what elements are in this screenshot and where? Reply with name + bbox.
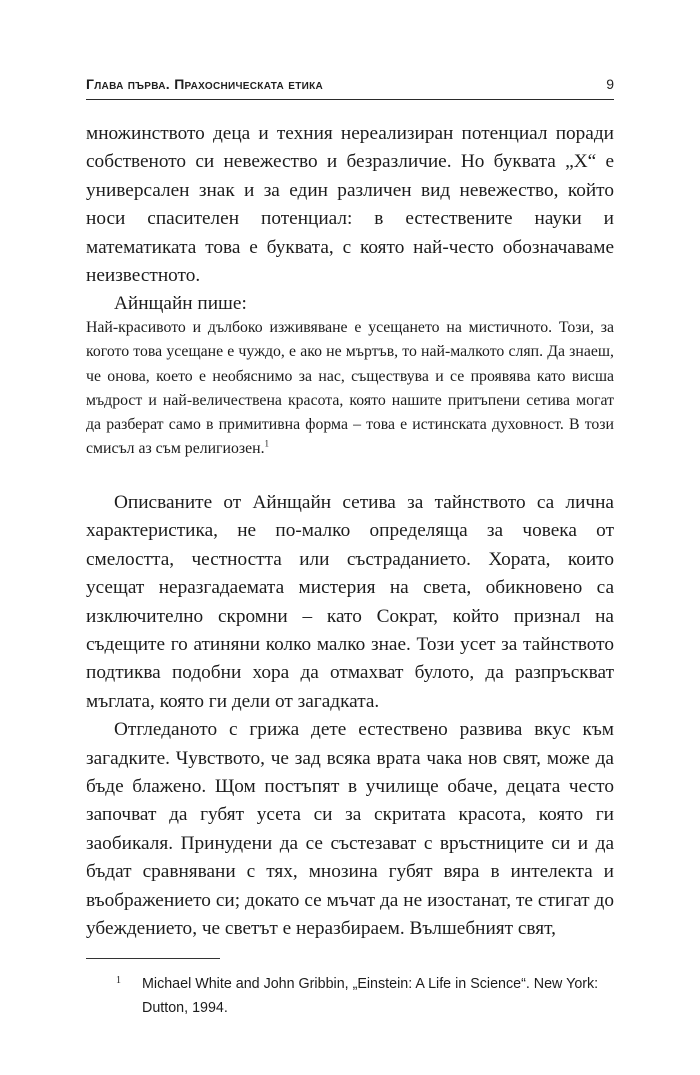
quote-text: Най-красивото и дълбоко изживяване е усещането на мистичното. Този, за когото това усещане е чуждо, е ако не мъртъв, то най-малкото сляп. Да знаеш, че онова, което е необяснимо за нас, съществува и се проявява като висша мъдрост и най-величествена красота, която нашите притъпени сетива могат да разберат само в примитивна форма – това е истинската духовност. В този смисъл аз съм религиозен. <box>86 319 614 458</box>
quote-paragraph <box>86 316 614 462</box>
bottom-text-block <box>86 489 614 944</box>
paragraph-continued: множинството деца и техния нереализиран потенциал поради собственото си невежество и безразличие. Но буквата „Х“ е универсален знак и за един различен вид невежество, който носи спасителен потенциал: в естествените науки и математиката това е буквата, с която най-често обозначаваме неизвестното. <box>86 123 614 287</box>
footnote-reference: 1 <box>264 439 270 450</box>
footnote <box>86 972 614 1020</box>
running-head <box>86 76 614 92</box>
chapter-running-title: Глава първа. Прахосническата етика <box>86 76 324 92</box>
footnote-text: Michael White and John Gribbin, „Einstein: A Life in Science“. New York: Dutton, 1994. <box>142 976 599 1016</box>
footnote-mark: 1 <box>116 975 121 986</box>
paragraph-senses-mystery: Описваните от Айнщайн сетива за тайнството са лична характеристика, не по-малко определяща за човека от смелостта, честността или състраданието. Хората, които усещат неразгадаемата мистерия на света, обикновено са изключително скромни – като Сократ, който признал на съдещите го атиняни колко малко знае. Този усет за тайнството подтиква подобни хора да отмахват булото, да разпръскват мъглата, която ги дели от загадката. <box>86 492 614 712</box>
paragraph-child-curiosity: Отгледаното с грижа дете естествено развива вкус към загадките. Чувството, че зад всяка врата чака нов свят, може да бъде блажено. Щом постъпят в училище обаче, децата често започват да губят усета си за скритата красота, която ги заобикаля. Принудени да се състезават с връстниците си и да бъдат сравнявани с тях, мнозина губят вяра в интелекта и въображението си; докато се мъчат да не изостанат, те стигат до убеждението, че светът е неразбираем. Вълшебният свят, <box>86 719 614 940</box>
footnote-rule <box>86 958 220 959</box>
top-text-block <box>86 120 614 319</box>
header-rule <box>86 99 614 100</box>
block-quote <box>86 316 614 462</box>
page-number: 9 <box>606 76 614 92</box>
paragraph-einstein-intro: Айнщайн пише: <box>114 293 247 315</box>
